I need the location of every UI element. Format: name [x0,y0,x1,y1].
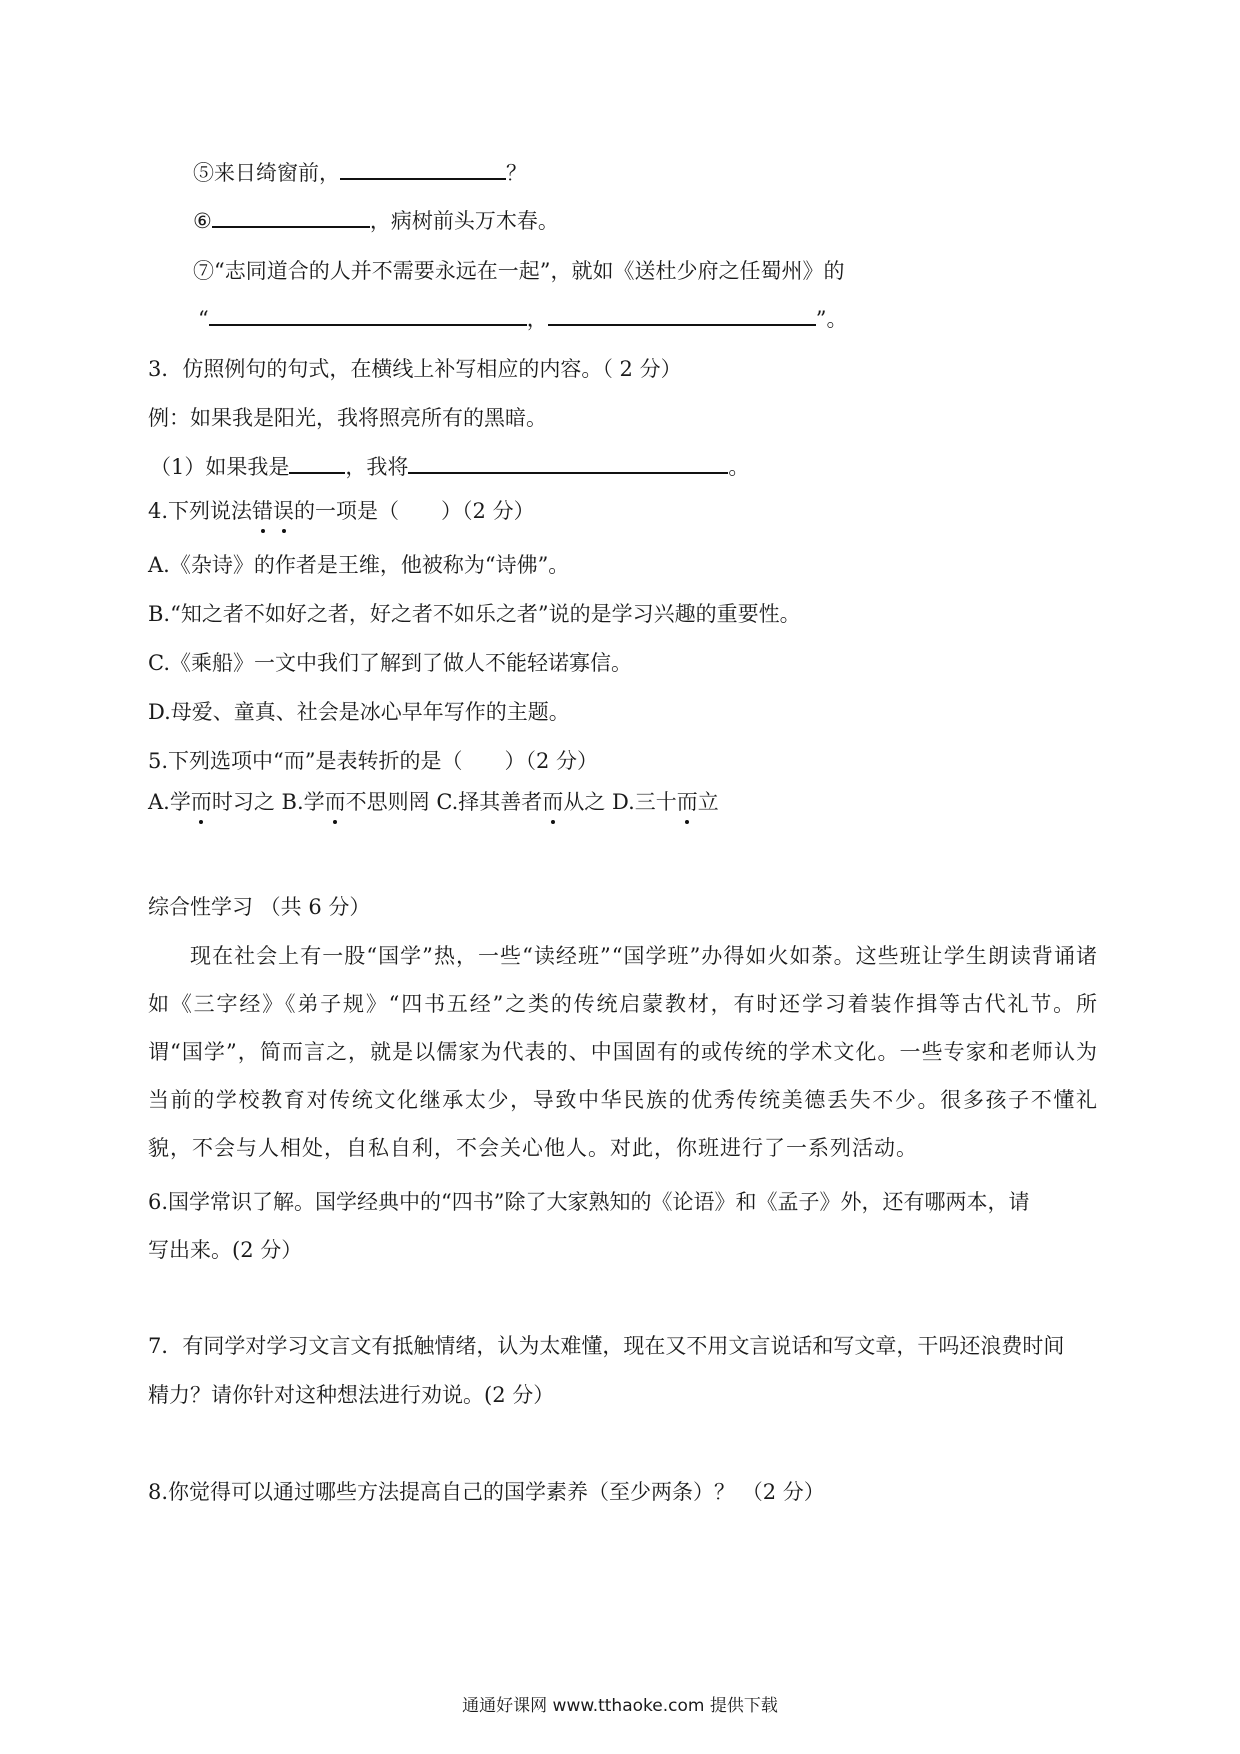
q2-item-7 [193,256,844,286]
q3-item-1-c: 。 [728,455,750,479]
comma: ， [526,307,548,331]
q4-stem [148,496,535,526]
q4-stem-b: 的一项是（ ）（2 分） [294,499,535,523]
q4-option-b: B.“知之者不如好之者，好之者不如乐之者”说的是学习兴趣的重要性。 [148,602,801,626]
answer-blank[interactable] [212,208,370,228]
q6-line-2: 写出来。(2 分） [148,1238,303,1262]
q5-option-text: 时习之 B.学 [211,790,325,814]
q6-line-1: 6.国学常识了解。国学经典中的“四书”除了大家熟知的《论语》和《孟子》外，还有哪两本，请 [148,1190,1030,1214]
emphasis-char: 而 [542,787,563,817]
q3-item-1 [150,452,749,482]
emphasis-char: 而 [677,787,698,817]
emphasis-char: 误 [273,496,294,526]
q3-item-1-a: （1）如果我是 [150,455,290,479]
q4-option-d: D.母爱、童真、社会是冰心早年写作的主题。 [148,700,570,724]
q7-line-1: 7．有同学对学习文言文有抵触情绪，认为太难懂，现在又不用文言说话和写文章，干吗还浪费时间 [148,1334,1065,1358]
q5-option-text: 不思则罔 C.择其善者 [345,790,543,814]
q2-item-6-text: ，病树前头万木春。 [369,209,559,233]
q5-options [148,787,719,817]
passage [148,932,1098,1172]
q3-item-1-b: ，我将 [345,455,409,479]
q2-item-7-answer [198,304,848,334]
q2-item-5-end: ？ [506,161,527,185]
q5-option-text: 立 [697,790,719,814]
open-quote: “ [198,307,209,331]
q5-option-a-text: A.学 [148,790,191,814]
q4-option-a: A.《杂诗》的作者是王维，他被称为“诗佛”。 [148,553,570,577]
q2-item-6 [193,206,559,236]
answer-blank[interactable] [340,160,506,180]
answer-blank[interactable] [548,306,816,326]
q4-stem-a: 4.下列说法 [148,499,253,523]
page-footer: 通通好课网 www.tthaoke.com 提供下载 [462,1696,778,1716]
emphasis-char: 而 [325,787,346,817]
q8-text: 8.你觉得可以通过哪些方法提高自己的国学素养（至少两条）？ （2 分） [148,1480,825,1504]
answer-blank[interactable] [289,454,345,474]
answer-blank[interactable] [209,306,527,326]
q2-item-5-text: ⑤来日绮窗前， [193,161,340,185]
close-quote: ”。 [815,307,848,331]
q2-item-5 [193,158,527,188]
passage-text: 现在社会上有一股“国学”热，一些“读经班”“国学班”办得如火如荼。这些班让学生朗读背诵诸如《三字经》《弟子规》“四书五经”之类的传统启蒙教材，有时还学习着装作揖等古代礼节。所谓“国学”，简而言之，就是以儒家为代表的、中国固有的或传统的学术文化。一些专家和老师认为当前的学校教育对传统文化继承太少，导致中华民族的优秀传统美德丢失不少。很多孩子不懂礼貌，不会与人相处，自私自利，不会关心他人。对此，你班进行了一系列活动。 [148,944,1098,1160]
q3-stem: 3．仿照例句的句式，在横线上补写相应的内容。（ 2 分） [148,357,682,381]
emphasis-char: 而 [191,787,212,817]
q4-option-c: C.《乘船》一文中我们了解到了做人不能轻诺寡信。 [148,651,632,675]
section-title: 综合性学习 （共 6 分） [148,895,371,919]
q5-stem: 5.下列选项中“而”是表转折的是（ ）（2 分） [148,749,599,773]
q7-line-2: 精力？请你针对这种想法进行劝说。(2 分） [148,1383,555,1407]
emphasis-char: 错 [252,496,273,526]
answer-blank[interactable] [408,454,728,474]
q2-item-7-text: ⑦“志同道合的人并不需要永远在一起”，就如《送杜少府之任蜀州》的 [193,259,845,283]
q5-option-text: 从之 D.三十 [563,790,677,814]
q3-example: 例：如果我是阳光，我将照亮所有的黑暗。 [148,406,547,430]
q2-item-6-mark: ⑥ [193,209,212,233]
